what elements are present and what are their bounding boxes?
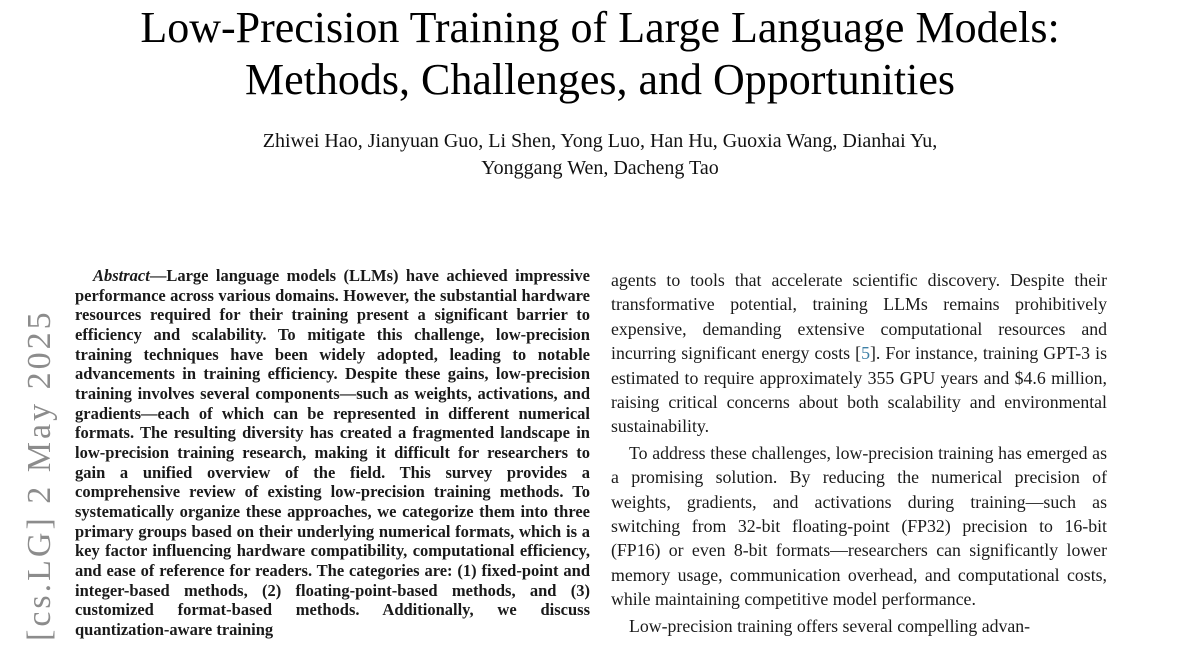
paper-title — [0, 2, 1200, 106]
abstract-text: —Large language models (LLMs) have achieved impressive performance across various domains. However, the substantial hardware resources required for their training present a significant barrier to efficiency and scalability. To mitigate this challenge, low-precision training techniques have been widely adopted, leading to notable advancements in training efficiency. Despite these gains, low-precision training involves several components—such as weights, activations, and gradients—each of which can be represented in different numerical formats. The resulting diversity has created a fragmented landscape in low-precision training research, making it difficult for researchers to gain a unified overview of the field. This survey provides a comprehensive review of existing low-precision training methods. To systematically organize these approaches, we categorize them into three primary groups based on their underlying numerical formats, which is a key factor influencing hardware compatibility, computational efficiency, and ease of reference for readers. The categories are: (1) fixed-point and integer-based methods, (2) floating-point-based methods, and (3) customized format-based methods. Additionally, we discuss quantization-aware training — [75, 266, 590, 639]
abstract-paragraph — [75, 266, 590, 639]
intro-p1-after-citation: . For instance, training GPT-3 is estimated to require approximately 355 GPU years and $4.6 million, raising critical concerns about both scalability and environmental sustainability. — [611, 343, 1107, 437]
abstract-column — [75, 266, 590, 648]
citation-bracket-close: ] — [869, 343, 876, 364]
citation-link-5[interactable]: 5 — [861, 343, 870, 364]
paper-title-line2: Methods, Challenges, and Opportunities — [244, 55, 955, 104]
paper-title-line1: Low-Precision Training of Large Language Models: — [140, 3, 1060, 52]
citation-bracket-open: [ — [855, 343, 862, 364]
intro-paragraph-3: Low-precision training offers several compelling advan- — [629, 615, 1031, 636]
authors-line1: Zhiwei Hao, Jianyuan Guo, Li Shen, Yong Luo, Han Hu, Guoxia Wang, Dianhai Yu, — [262, 130, 938, 152]
author-list — [0, 128, 1200, 182]
arxiv-category-date-stamp: [cs.LG] 2 May 2025 — [21, 309, 58, 641]
introduction-column — [611, 268, 1107, 648]
abstract-label: Abstract — [93, 266, 150, 285]
intro-paragraph-1 — [611, 268, 1107, 439]
intro-p1-before-citation: agents to tools that accelerate scientific discovery. Despite their transformative potential, training LLMs remains prohibitively expensive, demanding extensive computational resources and incurring significant energy costs — [611, 270, 1107, 364]
authors-line2: Yonggang Wen, Dacheng Tao — [481, 157, 719, 179]
intro-paragraph-2: To address these challenges, low-precision training has emerged as a promising solution. By reducing the numerical precision of weights, gradients, and activations during training—such as switching from 32-bit floating-point (FP32) precision to 16-bit (FP16) or even 8-bit formats—researchers can significantly lower memory usage, communication overhead, and computational costs, while maintaining competitive model performance. — [611, 442, 1107, 610]
